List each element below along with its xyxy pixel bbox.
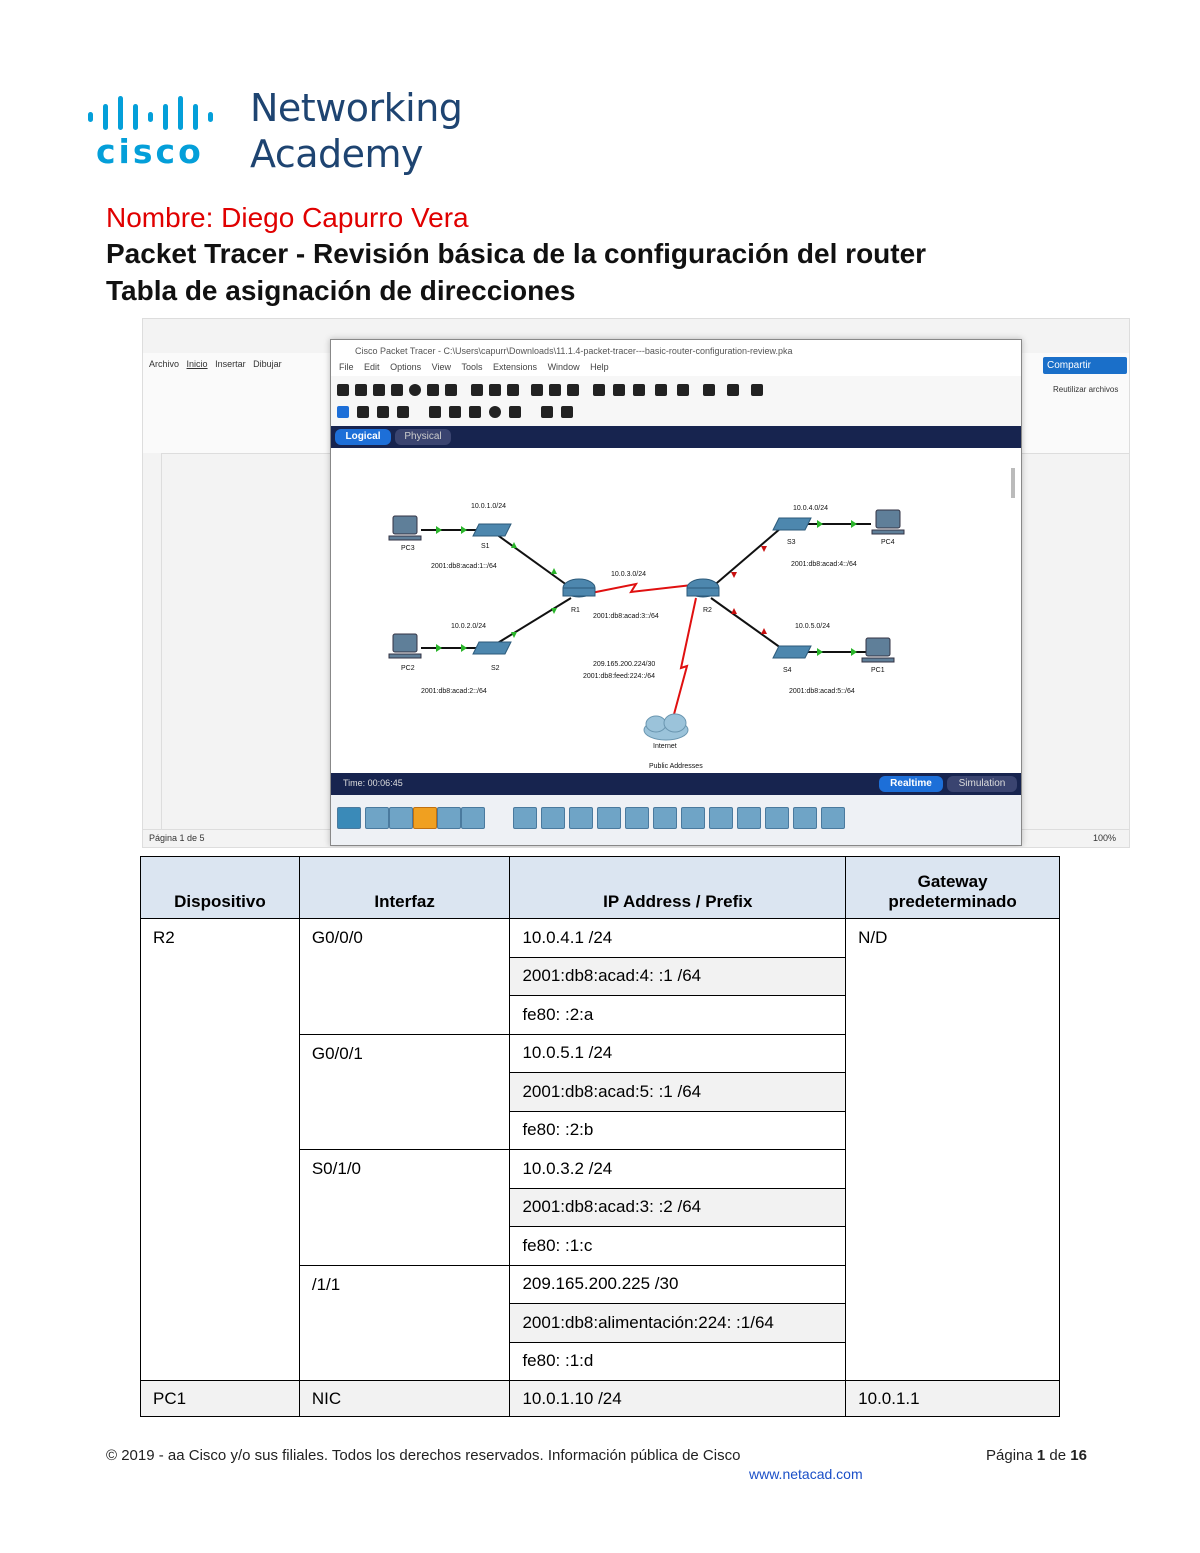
label-s2: S2 (491, 665, 500, 672)
label-isp-net: 209.165.200.224/30 (593, 661, 656, 668)
label-s4: S4 (783, 667, 792, 674)
cell-ip: 10.0.4.1 /24 (510, 919, 846, 958)
cell-ip: 10.0.5.1 /24 (510, 1034, 846, 1073)
cell-if-g001: G0/0/1 (299, 1034, 510, 1150)
table-row (141, 1381, 1060, 1417)
cisco-networking-academy-logo (86, 84, 506, 184)
word-page-status: Página 1 de 5 (149, 833, 205, 843)
word-ruler (143, 453, 162, 847)
cell-if-011: /1/1 (299, 1265, 510, 1381)
pt-toolbar (331, 376, 1021, 426)
header-dispositivo: Dispositivo (141, 857, 300, 919)
label-net-10-0-4: 10.0.4.0/24 (793, 505, 829, 512)
cell-ip: 2001:db8:acad:5: :1 /64 (510, 1073, 846, 1112)
label-pc2: PC2 (401, 665, 415, 672)
cell-ip: fe80: :1:d (510, 1342, 846, 1381)
label-net-acad-5: 2001:db8:acad:5::/64 (789, 688, 855, 695)
pt-menu-options: Options (390, 362, 422, 372)
logo-academy-text: Academy (250, 132, 424, 176)
header-gateway: Gateway predeterminado (846, 857, 1060, 919)
header-interfaz: Interfaz (299, 857, 510, 919)
label-pc4: PC4 (881, 539, 895, 546)
cell-ip: 10.0.3.2 /24 (510, 1150, 846, 1189)
footer-copyright: © 2019 - aa Cisco y/o sus filiales. Todos los derechos reservados. Información pública de Cisco (106, 1447, 741, 1464)
packet-tracer-window (330, 339, 1022, 846)
cell-if-nic: NIC (299, 1381, 510, 1417)
pt-time-bar (331, 773, 1021, 795)
label-s3: S3 (787, 539, 796, 546)
label-r2: R2 (703, 607, 712, 614)
word-menu-inicio: Inicio (186, 359, 208, 369)
pt-menu-edit: Edit (364, 362, 380, 372)
label-pc3: PC3 (401, 545, 415, 552)
table-header-row (141, 857, 1060, 919)
footer-netacad-link[interactable]: www.netacad.com (749, 1466, 863, 1482)
pt-device-palette (331, 795, 1021, 845)
cell-device-pc1: PC1 (141, 1381, 300, 1417)
pt-menu-extensions: Extensions (493, 362, 538, 372)
cell-ip: 2001:db8:acad:4: :1 /64 (510, 957, 846, 996)
word-reuse-files: Reutilizar archivos (1053, 385, 1119, 394)
table-row (141, 919, 1060, 958)
cell-if-s010: S0/1/0 (299, 1150, 510, 1266)
label-pc1: PC1 (871, 667, 885, 674)
label-net-acad-1: 2001:db8:acad:1::/64 (431, 563, 497, 570)
pt-simulation-button: Simulation (947, 776, 1017, 792)
cell-ip: 2001:db8:acad:3: :2 /64 (510, 1188, 846, 1227)
cell-ip: 2001:db8:alimentación:224: :1/64 (510, 1304, 846, 1343)
label-internet: Internet (653, 743, 677, 750)
embedded-screenshot (142, 318, 1130, 848)
cell-ip: fe80: :2:a (510, 996, 846, 1035)
pt-realtime-button: Realtime (879, 776, 943, 792)
word-zoom: 100% (1093, 833, 1117, 843)
internet-cloud-icon (644, 714, 688, 740)
network-topology (331, 448, 1021, 773)
cell-ip: 209.165.200.225 /30 (510, 1265, 846, 1304)
pt-titlebar: Cisco Packet Tracer - C:\Users\capurr\Downloads\11.1.4-packet-tracer---basic-router-configuration-review.pka (331, 340, 1021, 362)
label-net-acad-2: 2001:db8:acad:2::/64 (421, 688, 487, 695)
pt-workspace-bar (331, 426, 1021, 448)
pt-menu-file: File (339, 362, 354, 372)
footer-page-number: Página 1 de 16 (986, 1447, 1087, 1464)
pt-topology-canvas (331, 448, 1021, 773)
pt-menu-window: Window (547, 362, 580, 372)
cell-device-r2: R2 (141, 919, 300, 1381)
label-net-10-0-1: 10.0.1.0/24 (471, 503, 507, 510)
label-net-acad-4: 2001:db8:acad:4::/64 (791, 561, 857, 568)
cell-ip: fe80: :1:c (510, 1227, 846, 1266)
pt-menu-help: Help (590, 362, 609, 372)
label-net-10-0-3: 10.0.3.0/24 (611, 571, 647, 578)
label-isp-net-v6: 2001:db8:feed:224::/64 (583, 673, 656, 680)
pt-menu-view: View (431, 362, 451, 372)
cell-if-g000: G0/0/0 (299, 919, 510, 1035)
cell-ip-pc1: 10.0.1.10 /24 (510, 1381, 846, 1417)
label-net-acad-3: 2001:db8:acad:3::/64 (593, 613, 659, 620)
pt-menubar (331, 362, 1021, 376)
cell-gateway-pc1: 10.0.1.1 (846, 1381, 1060, 1417)
pt-logical-button: Logical (335, 429, 391, 445)
pt-physical-button: Physical (395, 429, 451, 445)
word-share-button: Compartir (1043, 357, 1127, 374)
student-name: Nombre: Diego Capurro Vera (106, 202, 469, 233)
cisco-wordmark: cisco (96, 132, 204, 171)
cell-gateway-r2: N/D (846, 919, 1060, 1381)
addressing-table (140, 856, 1060, 1417)
word-menu-dibujar: Dibujar (253, 359, 282, 369)
label-public-addresses: Public Addresses (649, 763, 703, 770)
word-menu-archivo: Archivo (149, 359, 180, 369)
pc-icons (389, 510, 904, 662)
label-net-10-0-5: 10.0.5.0/24 (795, 623, 831, 630)
label-net-10-0-2: 10.0.2.0/24 (451, 623, 487, 630)
logo-networking-text: Networking (250, 86, 463, 130)
cell-ip: fe80: :2:b (510, 1111, 846, 1150)
document-title: Packet Tracer - Revisión básica de la configuración del router (106, 238, 927, 269)
label-s1: S1 (481, 543, 490, 550)
pt-time: Time: 00:06:45 (343, 778, 403, 788)
cisco-bars-icon (86, 94, 236, 130)
word-menu-insertar: Insertar (215, 359, 246, 369)
section-title: Tabla de asignación de direcciones (106, 275, 576, 306)
pt-menu-tools: Tools (461, 362, 483, 372)
label-r1: R1 (571, 607, 580, 614)
header-ip-address: IP Address / Prefix (510, 857, 846, 919)
